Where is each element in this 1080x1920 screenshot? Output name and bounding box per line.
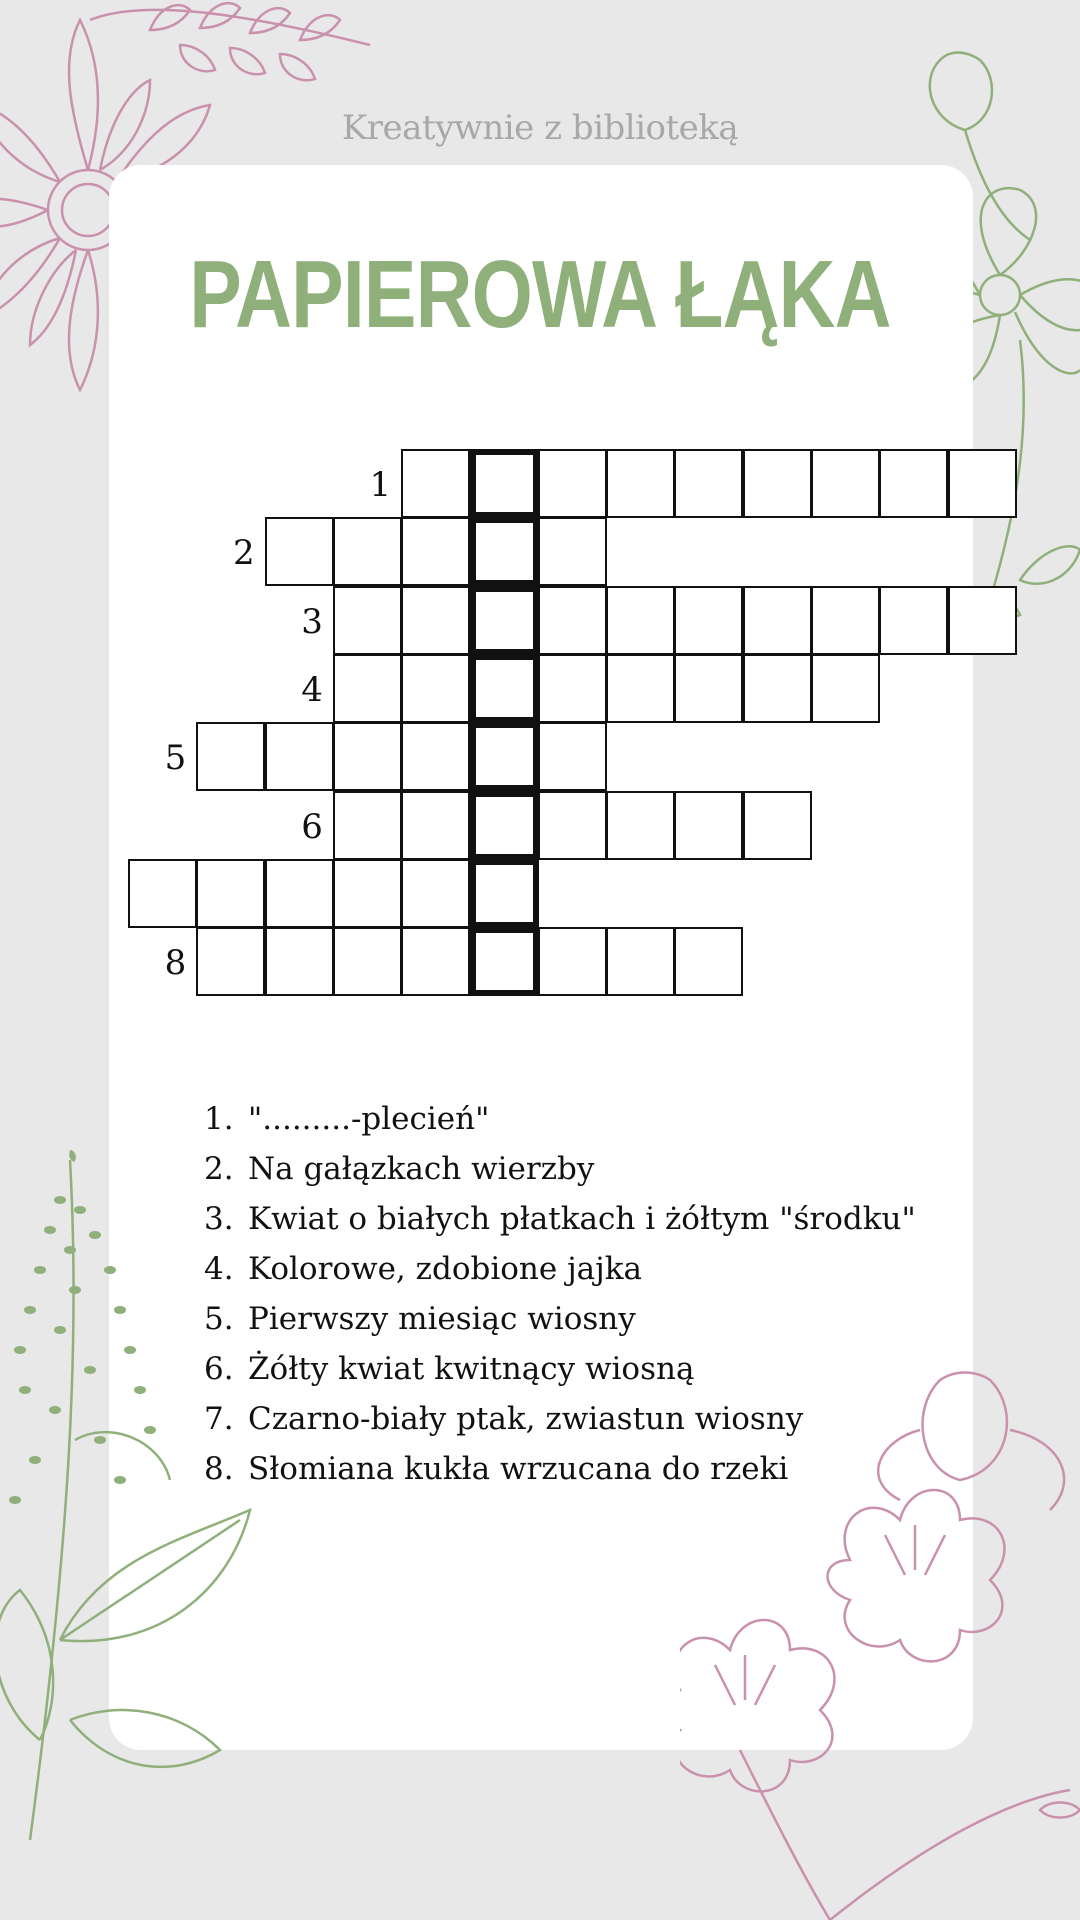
clue-number: 8. [204, 1451, 234, 1487]
row-number: 4 [301, 669, 323, 710]
row-number: 1 [369, 465, 392, 505]
clue-text: Żółty kwiat kwitnący wiosną [248, 1351, 695, 1387]
clue-number: 5. [204, 1301, 234, 1337]
row-number: 8 [164, 943, 187, 984]
clue-item [204, 1447, 916, 1497]
row-number: 5 [164, 738, 187, 779]
clue-number: 3. [204, 1201, 234, 1237]
clue-item [204, 1347, 916, 1397]
clue-item [204, 1147, 916, 1197]
clue-text: Słomiana kukła wrzucana do rzeki [248, 1451, 789, 1487]
clue-number: 1. [204, 1101, 234, 1137]
clue-text: Czarno-biały ptak, zwiastun wiosny [248, 1401, 804, 1437]
row-number: 6 [301, 806, 323, 847]
clue-number: 6. [204, 1351, 234, 1387]
clue-item [204, 1247, 916, 1297]
clue-text: Na gałązkach wierzby [248, 1151, 595, 1187]
clue-item [204, 1197, 916, 1247]
clue-text: Kolorowe, zdobione jajka [248, 1251, 643, 1287]
clue-number: 2. [204, 1151, 234, 1187]
clue-number: 7. [204, 1401, 234, 1437]
clue-item [204, 1397, 916, 1447]
clue-list [204, 1097, 916, 1497]
clue-text: Kwiat o białych płatkach i żółtym "środku" [248, 1201, 916, 1237]
row-number: 2 [232, 533, 255, 574]
clue-number: 4. [204, 1251, 234, 1287]
page-title: PAPIEROWA ŁĄKA [189, 241, 891, 348]
clue-text: ".........-plecień" [248, 1101, 490, 1137]
brand-subtitle: Kreatywnie z biblioteką [341, 108, 739, 148]
clue-text: Pierwszy miesiąc wiosny [248, 1301, 636, 1337]
clue-item [204, 1297, 916, 1347]
row-number: 3 [301, 601, 323, 642]
clue-item [204, 1097, 916, 1147]
